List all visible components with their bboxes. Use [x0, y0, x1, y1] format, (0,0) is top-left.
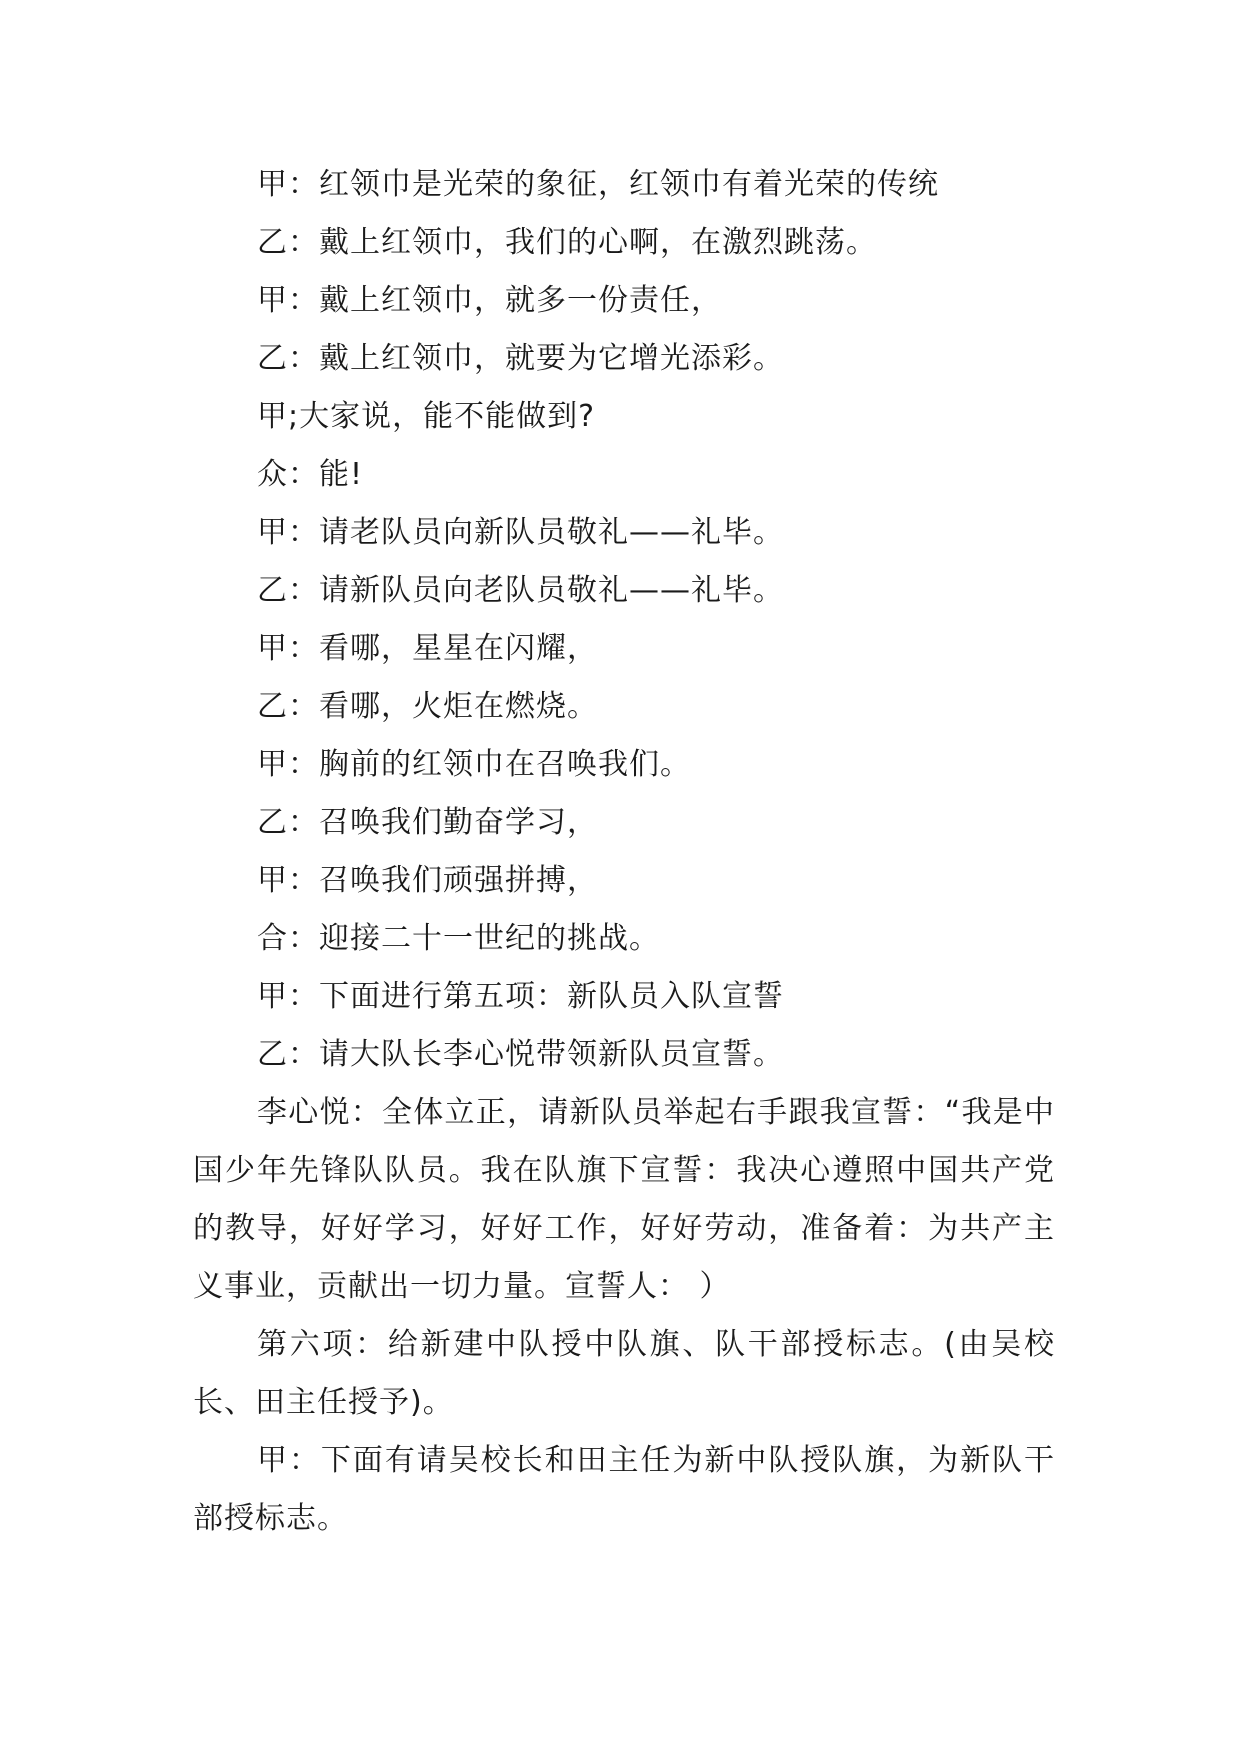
paragraph: 合：迎接二十一世纪的挑战。 — [257, 921, 660, 956]
paragraph: 甲：戴上红领巾，就多一份责任， — [257, 283, 722, 318]
paragraph: 乙：戴上红领巾，就要为它增光添彩。 — [257, 341, 784, 376]
paragraph: 甲：胸前的红领巾在召唤我们。 — [257, 747, 691, 782]
paragraph: 乙：戴上红领巾，我们的心啊，在激烈跳荡。 — [257, 225, 877, 260]
paragraph: 甲;大家说，能不能做到? — [257, 399, 596, 434]
paragraph: 乙：请新队员向老队员敬礼——礼毕。 — [257, 573, 784, 608]
paragraph: 乙：请大队长李心悦带领新队员宣誓。 — [257, 1037, 784, 1072]
paragraph: 乙：看哪，火炬在燃烧。 — [257, 689, 598, 724]
paragraph: 甲：召唤我们顽强拼搏， — [257, 863, 598, 898]
paragraph: 第六项：给新建中队授中队旗、队干部授标志。(由吴校长、田主任授予)。 — [193, 1327, 1055, 1420]
paragraph: 乙：召唤我们勤奋学习， — [257, 805, 598, 840]
paragraph: 甲：下面进行第五项：新队员入队宣誓 — [257, 979, 784, 1014]
paragraph: 众：能! — [257, 457, 364, 492]
paragraph: 李心悦：全体立正，请新队员举起右手跟我宣誓：“我是中国少年先锋队队员。我在队旗下宣誓：我决心遵照中国共产党的教导，好好学习，好好工作，好好劳动，准备着：为共产主义事业，贡献出一切力量。宣誓人： ） — [193, 1095, 1055, 1304]
paragraph: 甲：红领巾是光荣的象征，红领巾有着光荣的传统 — [257, 167, 939, 202]
paragraph: 甲：下面有请吴校长和田主任为新中队授队旗，为新队干部授标志。 — [193, 1443, 1055, 1536]
paragraph: 甲：请老队员向新队员敬礼——礼毕。 — [257, 515, 784, 550]
paragraph: 甲：看哪，星星在闪耀， — [257, 631, 598, 666]
document-body — [193, 156, 1055, 1548]
